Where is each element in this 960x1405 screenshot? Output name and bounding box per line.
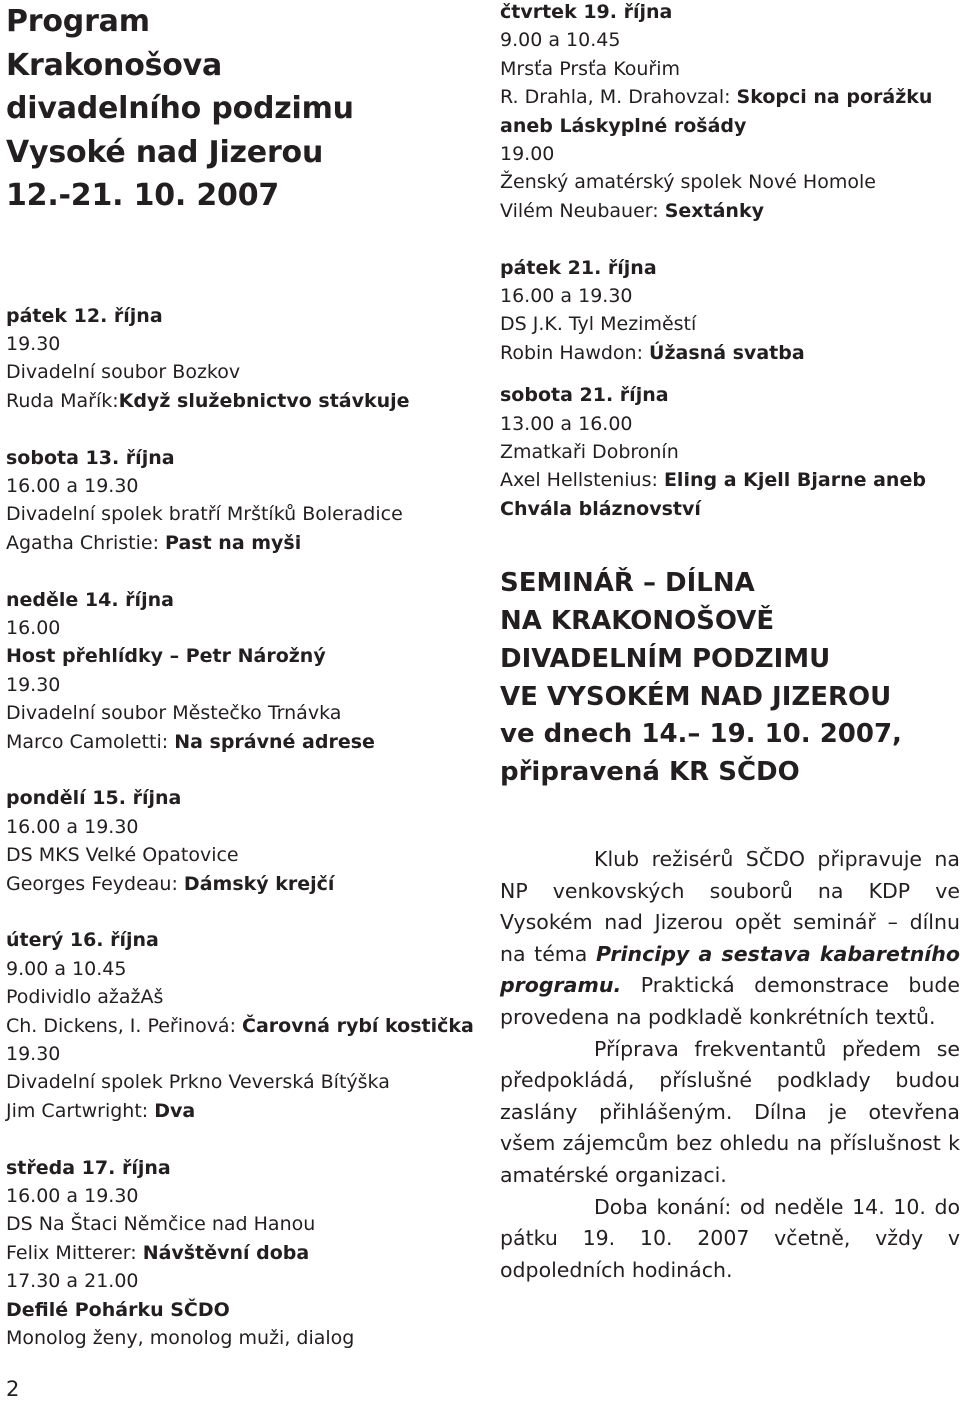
play-title: Úžasná svatba xyxy=(649,341,805,364)
seminar-paragraph-1 xyxy=(500,844,960,1034)
ensemble: Podividlo ažažAš xyxy=(6,986,164,1009)
day-heading: neděle 14. října xyxy=(6,588,174,611)
ensemble: Divadelní soubor Bozkov xyxy=(6,361,241,384)
author: Vilém Neubauer: xyxy=(500,199,659,222)
author: Marco Camoletti: xyxy=(6,730,169,753)
author-play xyxy=(500,339,960,367)
show-time: 19.30 xyxy=(6,332,61,355)
play-title-continued: aneb Láskyplné rošády xyxy=(500,114,747,137)
author-play xyxy=(6,1012,476,1040)
play-title: Past na myši xyxy=(165,531,302,554)
day-block-sunday-14 xyxy=(6,586,476,756)
show-time: 17.30 a 21.00 xyxy=(6,1270,139,1293)
play-title: Čarovná rybí kostička xyxy=(242,1014,474,1037)
day-block-friday-21 xyxy=(500,254,960,368)
show-time: 19.00 xyxy=(500,143,555,166)
day-heading: středa 17. října xyxy=(6,1156,171,1179)
seminar-heading xyxy=(500,565,960,792)
ensemble: Zmatkaři Dobronín xyxy=(500,441,679,464)
author-play xyxy=(500,466,960,494)
author: R. Drahla, M. Drahovzal: xyxy=(500,86,731,109)
author-play xyxy=(6,728,476,756)
para-text: Příprava frekventantů předem se předpokládá, příslušné podklady budou zaslány přihlášeným. Dílna je otevřena všem zájemcům bez ohledu na příslušnost k amatérské organizaci. xyxy=(500,1036,960,1188)
title-line: divadelního podzimu xyxy=(6,91,354,126)
day-heading: čtvrtek 19. října xyxy=(500,1,673,23)
author-play xyxy=(6,529,476,557)
author: Robin Hawdon: xyxy=(500,341,643,364)
play-title: Sextánky xyxy=(664,199,764,222)
day-heading: sobota 13. října xyxy=(6,446,175,469)
ensemble: Divadelní spolek bratří Mrštíků Boleradice xyxy=(6,503,403,526)
show-time: 19.30 xyxy=(6,1043,61,1065)
show-time: 13.00 a 16.00 xyxy=(500,412,633,435)
play-title: Dva xyxy=(154,1099,196,1122)
ensemble: Divadelní soubor Městečko Trnávka xyxy=(6,702,342,725)
seminar-topic: Principy a sestava kabaretního programu. xyxy=(500,941,960,998)
author: Jim Cartwright: xyxy=(6,1099,149,1122)
ensemble: Divadelní spolek Prkno Veverská Bítýška xyxy=(6,1071,390,1094)
ensemble: DS MKS Velké Opatovice xyxy=(6,844,239,867)
day-block-saturday-21 xyxy=(500,381,960,523)
author-play xyxy=(6,1097,476,1125)
play-title: Skopci na porážku xyxy=(736,86,933,109)
title-line: Krakonošova xyxy=(6,47,223,83)
ensemble: Ženský amatérský spolek Nové Homole xyxy=(500,171,876,194)
play-title: Dámský krejčí xyxy=(183,872,335,895)
seminar-paragraph-2 xyxy=(500,1034,960,1192)
seminar-heading-line: VE VYSOKÉM NAD JIZEROU xyxy=(500,681,892,712)
title-line: Program xyxy=(6,4,150,39)
ensemble: DS Na Štaci Němčice nad Hanou xyxy=(6,1213,316,1236)
right-column xyxy=(500,0,960,1286)
seminar-heading-line: DIVADELNÍM PODZIMU xyxy=(500,643,831,674)
page-title xyxy=(6,0,476,218)
show-time: 19.30 xyxy=(6,673,61,696)
show-time: 16.00 a 19.30 xyxy=(6,815,139,838)
author: Axel Hellstenius: xyxy=(500,469,658,492)
para-text: Klub režisérů SČDO připravuje na NP venkovských souborů na KDP ve Vysokém nad Jizerou opět seminář – dílnu na téma xyxy=(500,847,960,966)
show-time: 16.00 a 19.30 xyxy=(6,474,139,497)
author-play xyxy=(6,1239,476,1267)
play-title: Na správné adrese xyxy=(174,730,375,753)
author: Georges Feydeau: xyxy=(6,872,178,895)
page-number: 2 xyxy=(6,1377,20,1401)
event-title: Defilé Pohárku SČDO xyxy=(6,1298,230,1321)
play-title: Eling a Kjell Bjarne aneb xyxy=(663,469,926,492)
day-heading: pátek 21. října xyxy=(500,256,657,279)
ensemble: DS J.K. Tyl Meziměstí xyxy=(500,313,697,336)
author-play xyxy=(500,83,960,111)
title-line: Vysoké nad Jizerou xyxy=(6,134,324,170)
day-heading: úterý 16. října xyxy=(6,929,159,952)
play-title-continued: Chvála bláznovství xyxy=(500,497,701,520)
author: Ch. Dickens, I. Peřinová: xyxy=(6,1014,236,1037)
author-play xyxy=(6,387,476,415)
author: Felix Mitterer: xyxy=(6,1241,137,1264)
author: Ruda Mařík: xyxy=(6,389,119,412)
seminar-heading-line: ve dnech 14.– 19. 10. 2007, xyxy=(500,719,902,750)
day-block-monday-15 xyxy=(6,784,476,898)
day-heading: pondělí 15. října xyxy=(6,787,182,810)
ensemble: Mrsťa Prsťa Kouřim xyxy=(500,57,680,80)
title-line: 12.-21. 10. 2007 xyxy=(6,178,280,213)
author: Agatha Christie: xyxy=(6,531,159,554)
author-play xyxy=(6,870,476,898)
day-block-saturday-13 xyxy=(6,444,476,558)
seminar-heading-line: NA KRAKONOŠOVĚ xyxy=(500,606,775,637)
seminar-heading-line: připravená KR SČDO xyxy=(500,757,800,788)
seminar-heading-line: SEMINÁŘ – DÍLNA xyxy=(500,568,755,599)
show-time: 16.00 xyxy=(6,616,61,639)
guest-line: Host přehlídky – Petr Nárožný xyxy=(6,645,326,668)
play-title: Návštěvní doba xyxy=(142,1241,310,1264)
day-heading: pátek 12. října xyxy=(6,304,163,327)
show-time: 16.00 a 19.30 xyxy=(500,285,633,308)
para-text: Doba konání: od neděle 14. 10. do pátku 19. 10. 2007 včetně, vždy v odpoledních hodinách. xyxy=(500,1194,960,1282)
day-heading: sobota 21. října xyxy=(500,384,669,407)
day-block-thursday-19 xyxy=(500,0,960,225)
show-time: 9.00 a 10.45 xyxy=(500,29,621,52)
para-text: Praktická demonstrace bude provedena na podkladě konkrétních textů. xyxy=(500,973,960,1030)
show-time: 16.00 a 19.30 xyxy=(6,1185,139,1208)
play-title: Když služebnictvo stávkuje xyxy=(118,389,410,412)
left-column xyxy=(6,0,476,1352)
day-block-friday-12 xyxy=(6,302,476,416)
day-block-tuesday-16 xyxy=(6,926,476,1125)
author-play xyxy=(500,197,960,225)
seminar-paragraph-3 xyxy=(500,1192,960,1287)
day-block-wednesday-17 xyxy=(6,1154,476,1353)
show-time: 9.00 a 10.45 xyxy=(6,957,127,980)
event-description: Monolog ženy, monolog muži, dialog xyxy=(6,1327,355,1350)
